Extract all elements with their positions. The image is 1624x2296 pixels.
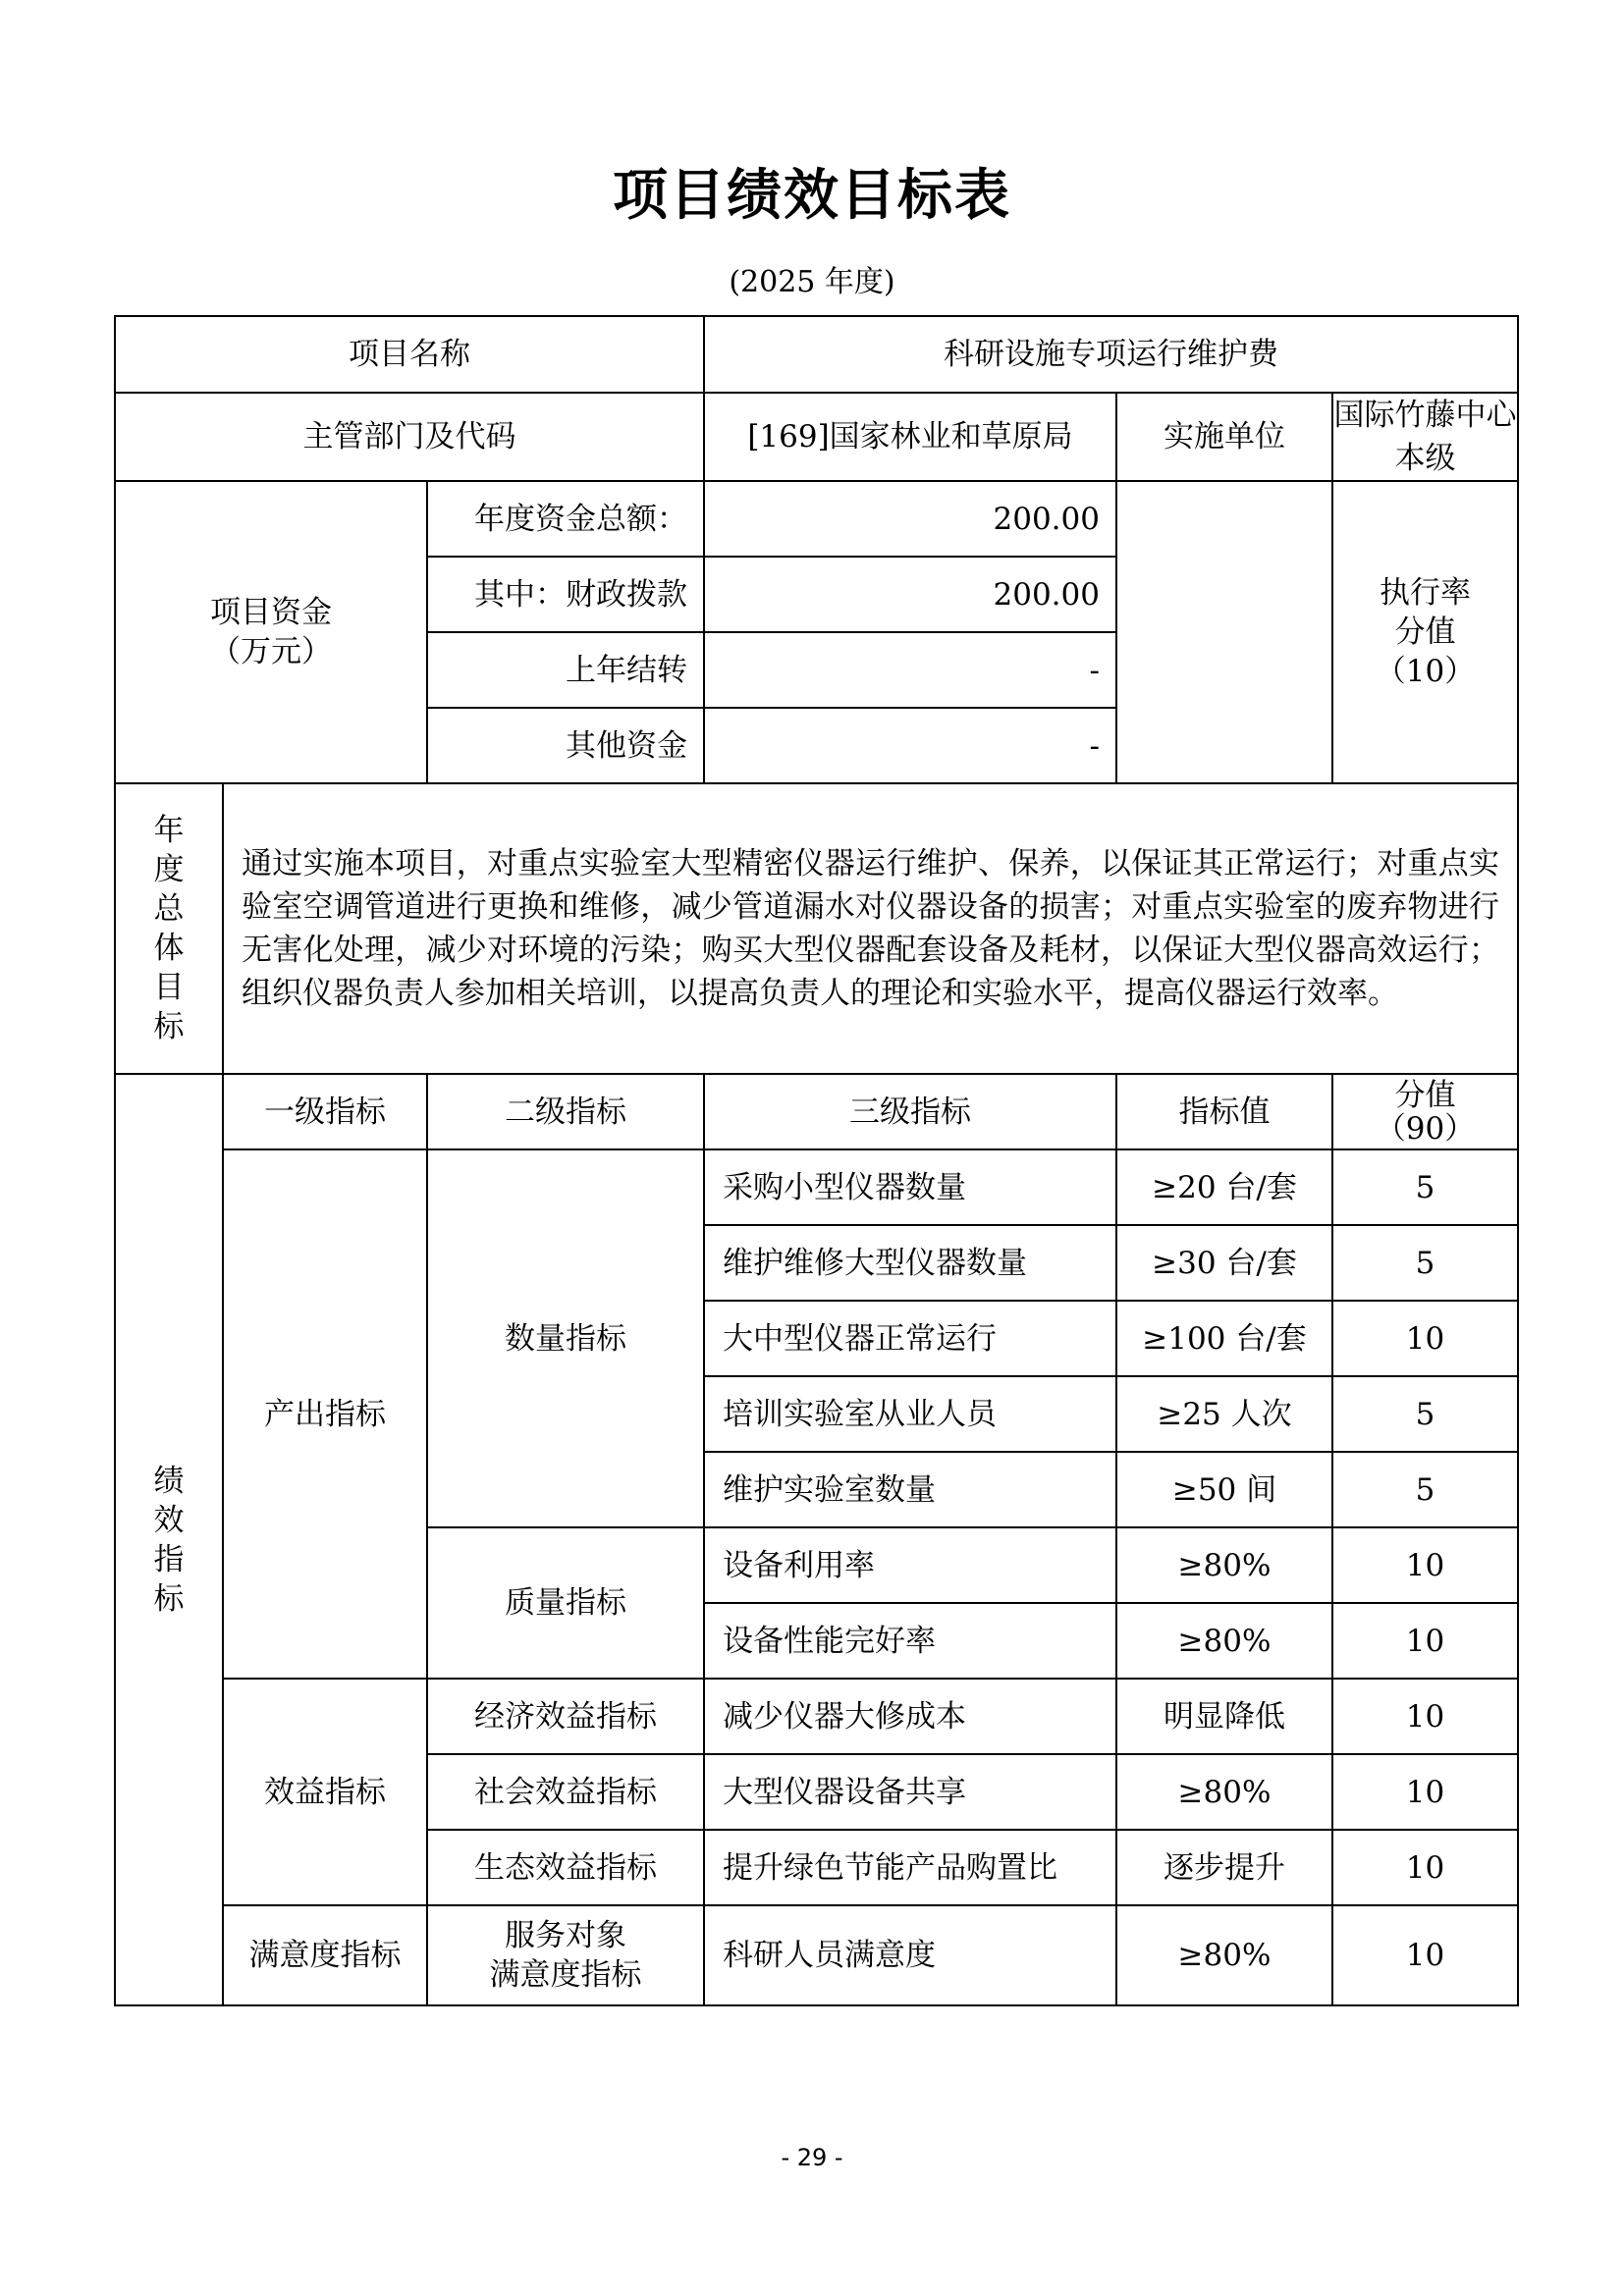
performance-indicators-char: 效 (153, 1502, 185, 1538)
table-row (115, 1679, 1518, 1754)
funds-total-row (115, 481, 1518, 557)
performance-indicators-label (115, 1074, 223, 2005)
indicator-value: 明显降低 (1116, 1679, 1332, 1754)
indicator-score: 5 (1332, 1225, 1518, 1301)
level3-name: 设备利用率 (704, 1527, 1116, 1603)
indicator-score: 5 (1332, 1452, 1518, 1527)
implementing-unit-label: 实施单位 (1116, 393, 1332, 481)
indicator-value: ≥20 台/套 (1116, 1149, 1332, 1225)
header-score-line2: （90） (1375, 1110, 1476, 1147)
annual-goal-char: 总 (153, 891, 185, 927)
indicator-score: 10 (1332, 1603, 1518, 1679)
indicator-value: ≥25 人次 (1116, 1376, 1332, 1452)
performance-indicators-char: 指 (153, 1541, 185, 1577)
carryover-label: 上年结转 (427, 632, 704, 708)
level2-name: 生态效益指标 (427, 1830, 704, 1905)
indicator-value: ≥80% (1116, 1905, 1332, 2005)
annual-goal-char: 体 (153, 931, 185, 966)
execution-rate-line2: 分值 (1394, 614, 1456, 650)
satisfaction-level2-line2: 满意度指标 (489, 1957, 642, 1993)
page-number: - 29 - (781, 2144, 843, 2171)
indicator-value: ≥100 台/套 (1116, 1301, 1332, 1376)
indicator-value: ≥80% (1116, 1527, 1332, 1603)
level3-name: 维护实验室数量 (704, 1452, 1116, 1527)
level3-name: 减少仪器大修成本 (704, 1679, 1116, 1754)
level3-name: 维护维修大型仪器数量 (704, 1225, 1116, 1301)
project-funds-label-line2: （万元） (210, 634, 332, 669)
satisfaction-level2-line1: 服务对象 (505, 1918, 626, 1953)
header-score-line1: 分值 (1394, 1077, 1456, 1113)
level3-name: 科研人员满意度 (704, 1905, 1116, 2005)
table-row (115, 1149, 1518, 1225)
indicator-score: 10 (1332, 1830, 1518, 1905)
project-name-row (115, 316, 1518, 393)
indicator-value: ≥50 间 (1116, 1452, 1332, 1527)
indicator-score: 10 (1332, 1301, 1518, 1376)
indicator-score: 10 (1332, 1527, 1518, 1603)
annual-goal-char: 标 (153, 1009, 185, 1044)
header-value: 指标值 (1116, 1074, 1332, 1149)
quality-indicators-label: 质量指标 (427, 1527, 704, 1679)
output-indicators-label: 产出指标 (223, 1149, 427, 1679)
project-funds-label-line1: 项目资金 (210, 595, 332, 630)
header-level3: 三级指标 (704, 1074, 1116, 1149)
implementing-unit-value: 国际竹藤中心本级 (1332, 393, 1518, 481)
performance-indicators-char: 标 (153, 1580, 185, 1617)
level3-name: 设备性能完好率 (704, 1603, 1116, 1679)
indicator-value: ≥80% (1116, 1754, 1332, 1830)
level2-name: 社会效益指标 (427, 1754, 704, 1830)
annual-goal-label (115, 783, 223, 1074)
project-name-label: 项目名称 (115, 316, 704, 393)
performance-target-table (114, 315, 1519, 2006)
project-funds-label (115, 481, 427, 783)
header-level2: 二级指标 (427, 1074, 704, 1149)
indicator-value: ≥30 台/套 (1116, 1225, 1332, 1301)
annual-goal-char: 年 (153, 813, 185, 848)
level3-name: 提升绿色节能产品购置比 (704, 1830, 1116, 1905)
department-value: [169]国家林业和草原局 (704, 393, 1116, 481)
project-name-value: 科研设施专项运行维护费 (704, 316, 1518, 393)
annual-goal-char: 度 (153, 852, 185, 887)
indicator-score: 10 (1332, 1905, 1518, 2005)
other-funds-label: 其他资金 (427, 708, 704, 783)
level2-name: 经济效益指标 (427, 1679, 704, 1754)
benefit-indicators-label: 效益指标 (223, 1679, 427, 1905)
department-label: 主管部门及代码 (115, 393, 704, 481)
header-level1: 一级指标 (223, 1074, 427, 1149)
page-title: 项目绩效目标表 (613, 164, 1011, 228)
annual-goal-text: 通过实施本项目，对重点实验室大型精密仪器运行维护、保养，以保证其正常运行；对重点实验室空调管道进行更换和维修，减少管道漏水对仪器设备的损害；对重点实验室的废弃物进行无害化处理，减少对环境的污染；购买大型仪器配套设备及耗材，以保证大型仪器高效运行；组织仪器负责人参加相关培训，以提高负责人的理论和实验水平，提高仪器运行效率。 (223, 783, 1518, 1074)
table-row (115, 1905, 1518, 2005)
indicator-score: 10 (1332, 1679, 1518, 1754)
fiscal-allocation-value: 200.00 (704, 557, 1116, 632)
level3-name: 培训实验室从业人员 (704, 1376, 1116, 1452)
carryover-value: - (704, 632, 1116, 708)
indicator-header-row (115, 1074, 1518, 1149)
indicator-score: 5 (1332, 1376, 1518, 1452)
indicator-value: ≥80% (1116, 1603, 1332, 1679)
other-funds-value: - (704, 708, 1116, 783)
level3-name: 采购小型仪器数量 (704, 1149, 1116, 1225)
satisfaction-level2 (427, 1905, 704, 2005)
satisfaction-indicators-label: 满意度指标 (223, 1905, 427, 2005)
quantity-indicators-label: 数量指标 (427, 1149, 704, 1527)
fiscal-year: (2025 年度) (729, 265, 895, 299)
level3-name: 大型仪器设备共享 (704, 1754, 1116, 1830)
annual-goal-char: 目 (153, 970, 185, 1005)
header-score (1332, 1074, 1518, 1149)
indicator-score: 10 (1332, 1754, 1518, 1830)
level3-name: 大中型仪器正常运行 (704, 1301, 1116, 1376)
funds-blank-cell (1116, 481, 1332, 783)
fiscal-allocation-label: 其中：财政拨款 (427, 557, 704, 632)
indicator-score: 5 (1332, 1149, 1518, 1225)
performance-indicators-char: 绩 (153, 1463, 185, 1499)
funds-total-label: 年度资金总额： (427, 481, 704, 557)
indicator-value: 逐步提升 (1116, 1830, 1332, 1905)
execution-rate-line3: （10） (1375, 654, 1476, 689)
execution-rate-line1: 执行率 (1380, 575, 1471, 611)
funds-total-value: 200.00 (704, 481, 1116, 557)
annual-goal-row (115, 783, 1518, 1074)
execution-rate-score (1332, 481, 1518, 783)
department-row (115, 393, 1518, 481)
